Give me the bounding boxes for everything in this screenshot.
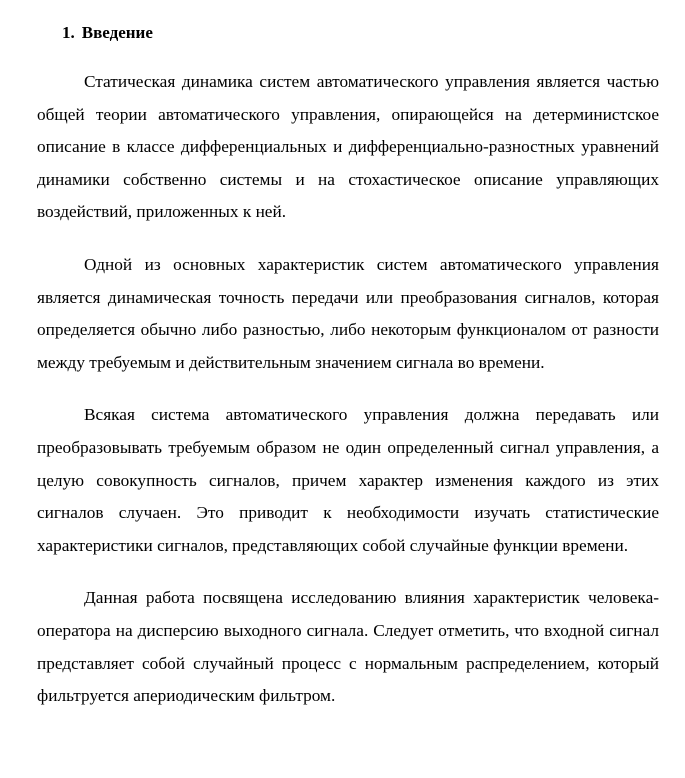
document-page [37, 20, 659, 733]
paragraph-4: Данная работа посвящена исследованию влияния характеристик человека-оператора на дисперсию выходного сигнала. Следует отметить, что входной сигнал представляет собой случайный процесс с нормальным распределением, который фильтруется апериодическим фильтром. [37, 588, 659, 706]
section-number: 1. [62, 23, 75, 42]
section-heading [62, 20, 659, 46]
paragraph-2: Одной из основных характеристик систем автоматического управления является динамическая точность передачи или преобразования сигналов, которая определяется обычно либо разностью, либо некоторым функционалом от разности между требуемым и действительным значением сигнала во времени. [37, 254, 659, 372]
paragraph-1: Статическая динамика систем автоматического управления является частью общей теории автоматического управления, опирающейся на детерминистское описание в классе дифференциальных и дифференциально-разностных уравнений динамики собственно системы и на стохастическое описание управляющих воздействий, приложенных к ней. [37, 72, 659, 222]
section-title: Введение [81, 23, 153, 42]
paragraph-3: Всякая система автоматического управления должна передавать или преобразовывать требуемым образом не один определенный сигнал управления, а целую совокупность сигналов, причем характер изменения каждого из этих сигналов случаен. Это приводит к необходимости изучать статистические характеристики сигналов, представляющих собой случайные функции времени. [37, 405, 659, 555]
